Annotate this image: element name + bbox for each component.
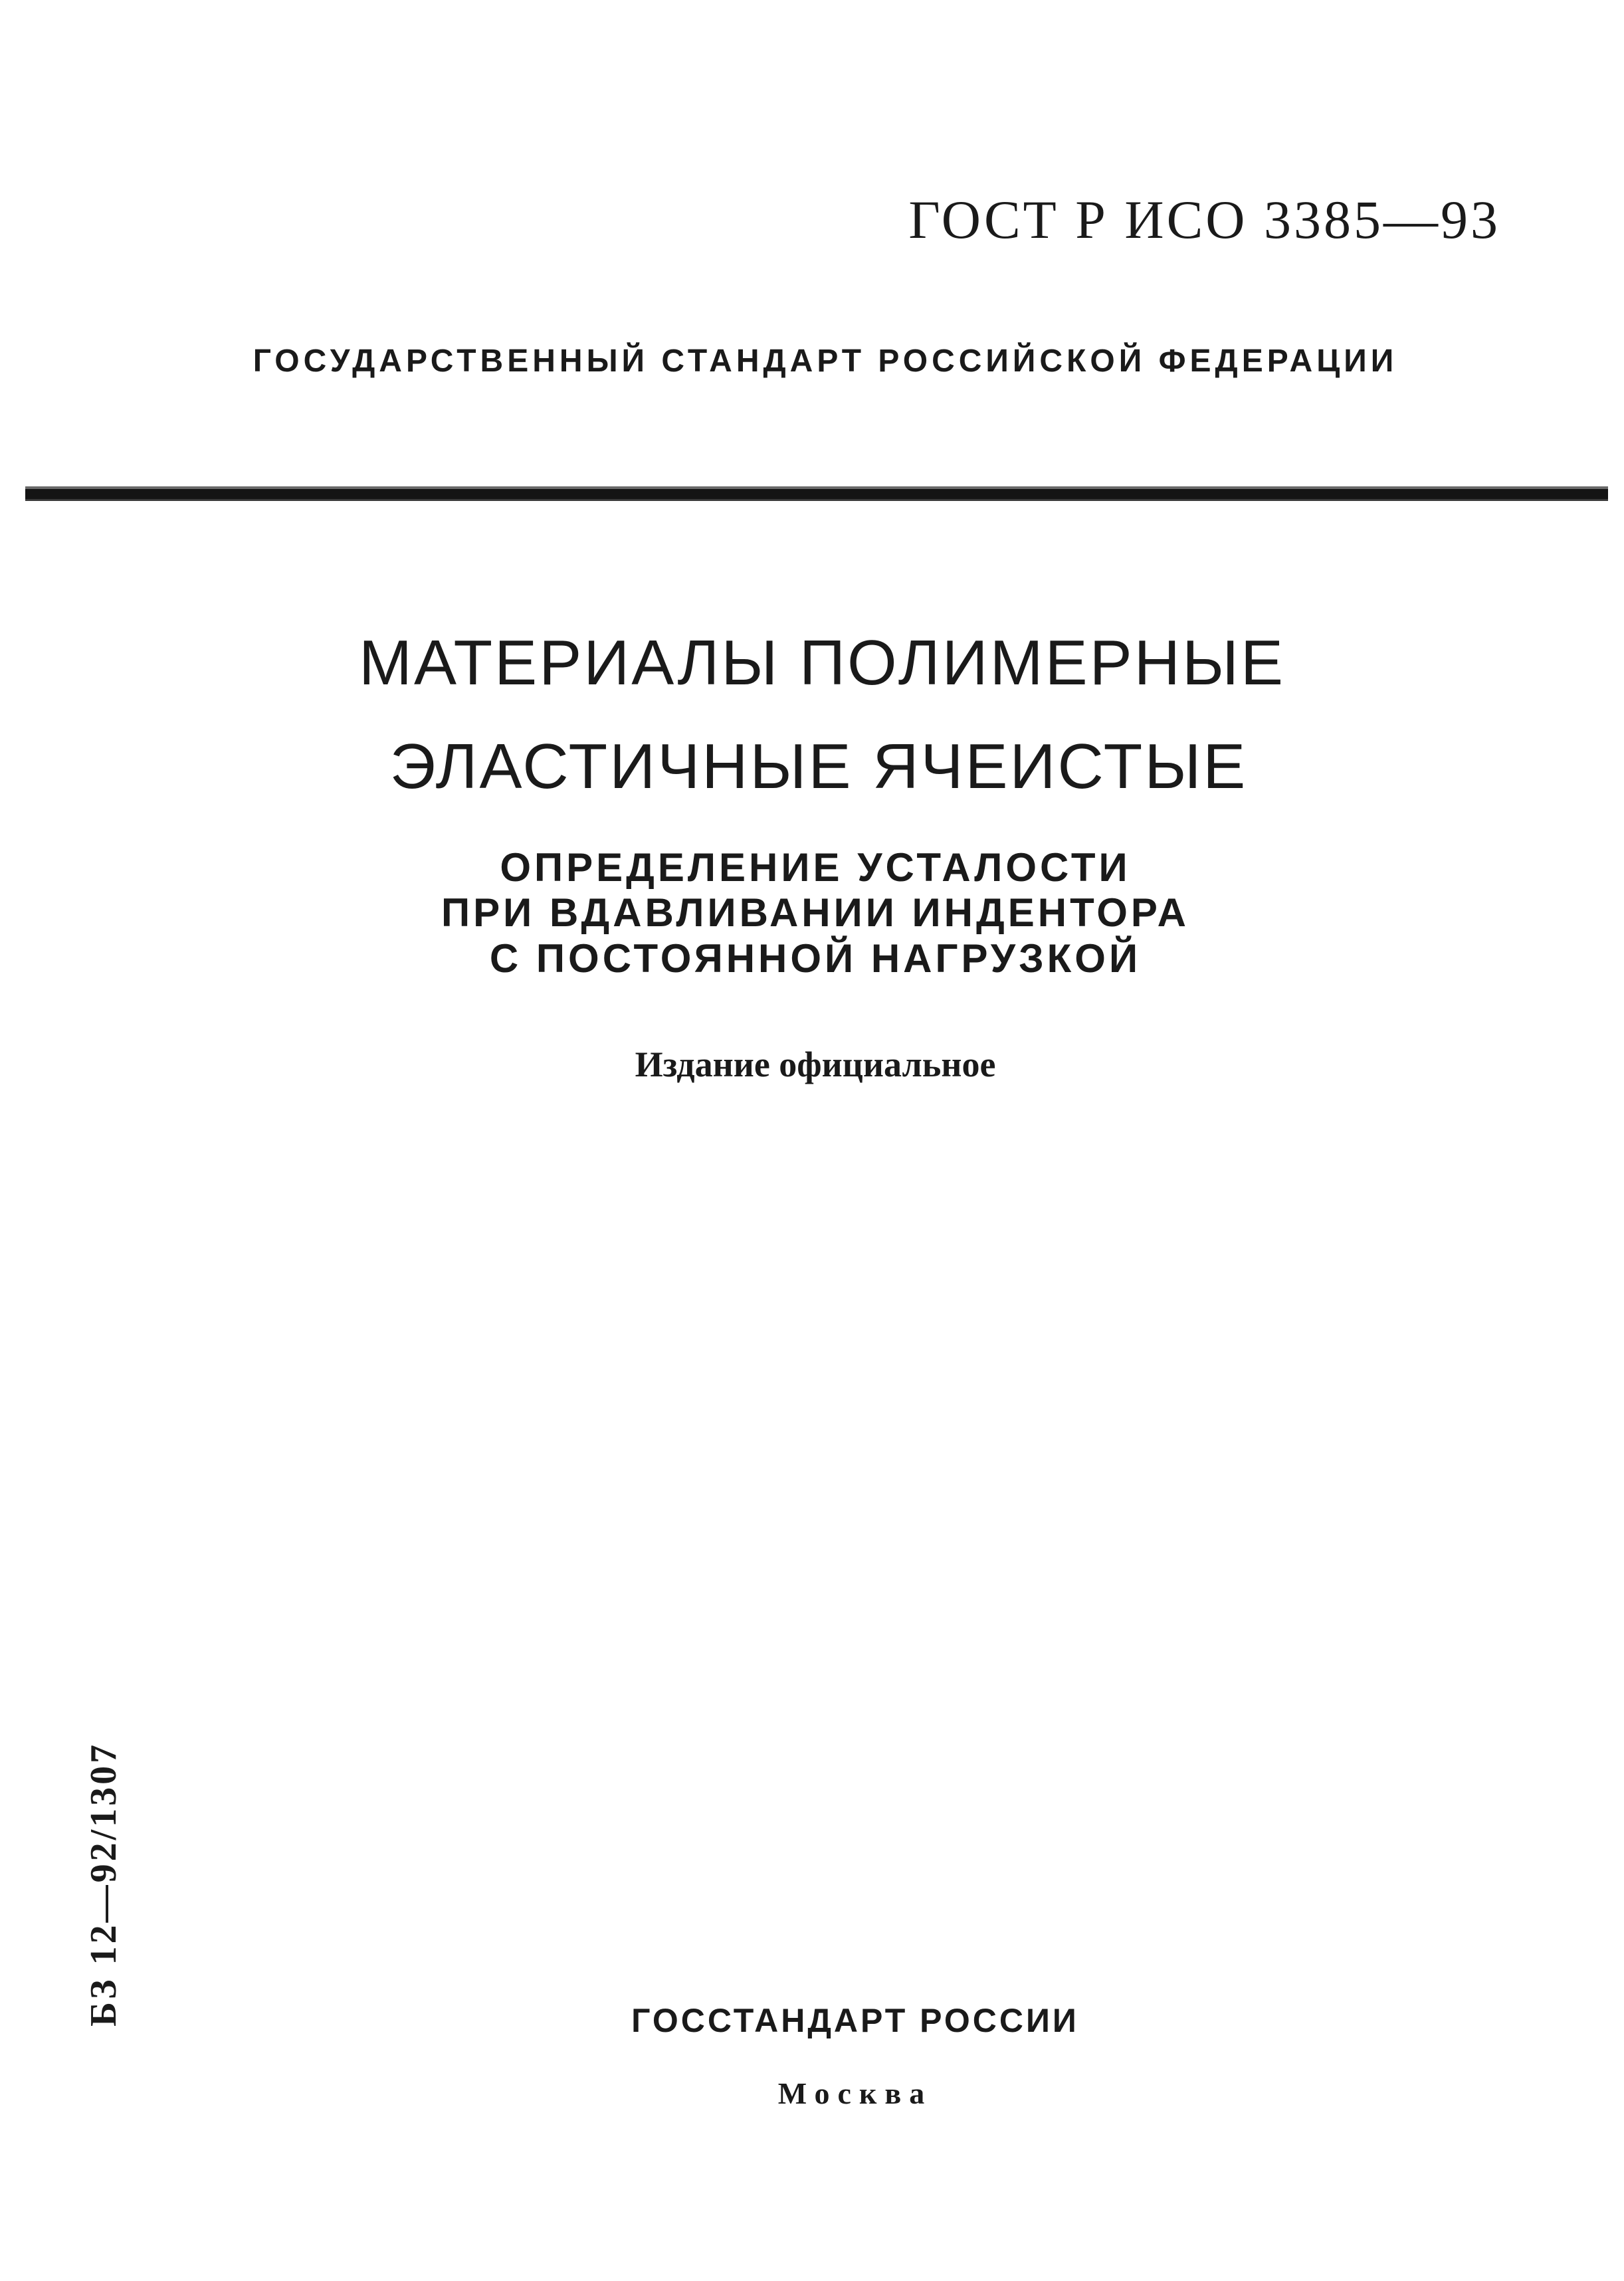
issuing-authority: ГОСУДАРСТВЕННЫЙ СТАНДАРТ РОССИЙСКОЙ ФЕДЕРАЦИИ bbox=[253, 344, 1398, 379]
publication-city: Москва bbox=[777, 2076, 933, 2110]
subtitle-line-1: ОПРЕДЕЛЕНИЕ УСТАЛОСТИ bbox=[500, 845, 1131, 890]
title-block bbox=[0, 627, 1624, 1085]
standard-number: ГОСТ Р ИСО 3385—93 bbox=[908, 189, 1500, 250]
side-catalog-code: БЗ 12—92/1307 bbox=[83, 1741, 124, 2027]
title-line-1: МАТЕРИАЛЫ ПОЛИМЕРНЫЕ bbox=[359, 627, 1285, 698]
edition-label: Издание официальное bbox=[635, 1044, 996, 1085]
subtitle bbox=[0, 845, 1624, 981]
header-divider-rule bbox=[25, 486, 1608, 501]
subtitle-line-3: С ПОСТОЯННОЙ НАГРУЗКОЙ bbox=[489, 936, 1142, 981]
title-line-2: ЭЛАСТИЧНЫЕ ЯЧЕИСТЫЕ bbox=[389, 731, 1248, 802]
publisher: ГОССТАНДАРТ РОССИИ bbox=[631, 2002, 1079, 2039]
subtitle-line-2: ПРИ ВДАВЛИВАНИИ ИНДЕНТОРА bbox=[441, 890, 1189, 936]
